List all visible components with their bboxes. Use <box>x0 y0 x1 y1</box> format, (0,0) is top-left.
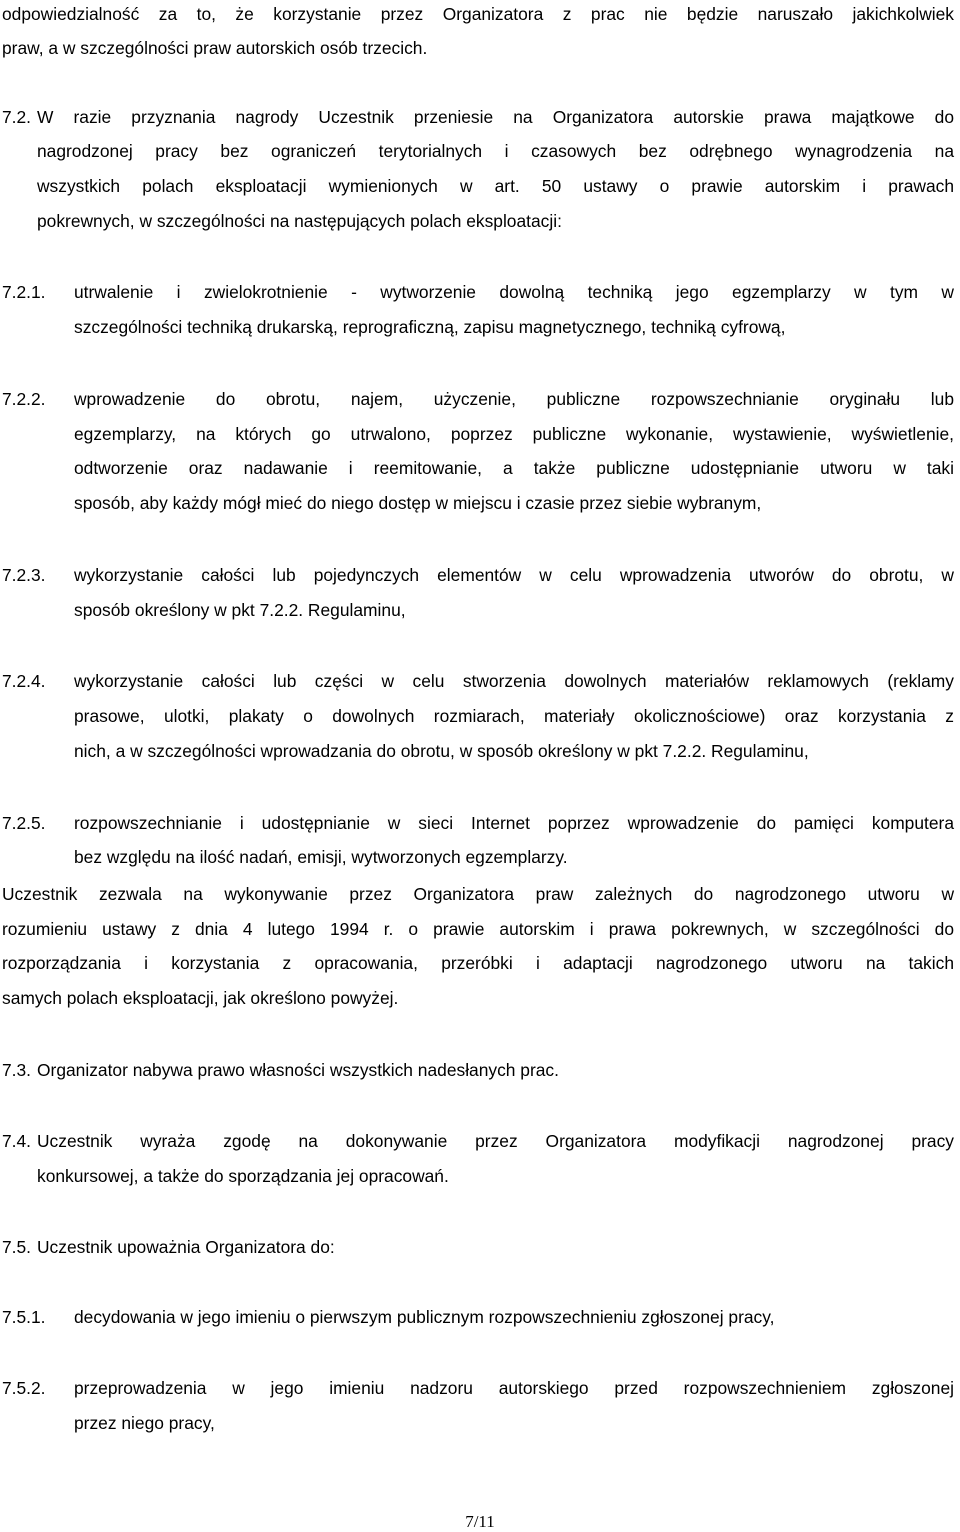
text-line: wykorzystanie całości lub części w celu stworzenia dowolnych materiałów reklamowych (reklamy <box>74 671 954 691</box>
text-line: rozpowszechnianie i udostępnianie w sieci Internet poprzez wprowadzenie do pamięci komputera <box>74 813 954 833</box>
text-line: nagrodzonej pracy bez ograniczeń terytorialnych i czasowych bez odrębnego wynagrodzenia na <box>37 141 954 161</box>
page-number: 7/11 <box>465 1512 495 1531</box>
text-line: szczególności techniką drukarską, reprograficzną, zapisu magnetycznego, techniką cyfrową, <box>74 317 786 337</box>
text-line: przez niego pracy, <box>74 1413 215 1433</box>
text-line: samych polach eksploatacji, jak określono powyżej. <box>2 988 399 1008</box>
text-line: rozporządzania i korzystania z opracowania, przeróbki i adaptacji nagrodzonego utworu na takich <box>2 953 954 973</box>
text-line: Organizator nabywa prawo własności wszystkich nadesłanych prac. <box>37 1060 559 1080</box>
text-line: pokrewnych, w szczególności na następujących polach eksploatacji: <box>37 211 562 231</box>
section-number: 7.2.1. <box>2 282 46 302</box>
text-line: wykorzystanie całości lub pojedynczych elementów w celu wprowadzenia utworów do obrotu, w <box>74 565 954 585</box>
section-number: 7.2. <box>2 107 32 127</box>
text-line: praw, a w szczególności praw autorskich osób trzecich. <box>2 38 428 58</box>
text-line: rozumieniu ustawy z dnia 4 lutego 1994 r. o prawie autorskim i prawa pokrewnych, w szczególności do <box>2 919 954 939</box>
text-line: bez względu na ilość nadań, emisji, wytworzonych egzemplarzy. <box>74 847 568 867</box>
section-number: 7.2.4. <box>2 671 46 691</box>
text-line: odtworzenie oraz nadawanie i reemitowanie, a także publiczne udostępnianie utworu w taki <box>74 458 954 478</box>
text-line: wprowadzenie do obrotu, najem, użyczenie, publiczne rozpowszechnianie oryginału lub <box>74 389 954 409</box>
section-number: 7.5.1. <box>2 1307 46 1327</box>
text-line: przeprowadzenia w jego imieniu nadzoru autorskiego przed rozpowszechnieniem zgłoszonej <box>74 1378 954 1398</box>
text-line: prasowe, ulotki, plakaty o dowolnych rozmiarach, materiały okolicznościowe) oraz korzystania z <box>74 706 954 726</box>
text-line: Uczestnik upoważnia Organizatora do: <box>37 1237 335 1257</box>
section-number: 7.2.3. <box>2 565 46 585</box>
section-number: 7.3. <box>2 1060 32 1080</box>
text-line: sposób określony w pkt 7.2.2. Regulaminu, <box>74 600 406 620</box>
text-line: konkursowej, a także do sporządzania jej opracowań. <box>37 1166 449 1186</box>
text-line: utrwalenie i zwielokrotnienie - wytworzenie dowolną techniką jego egzemplarzy w tym w <box>74 282 954 302</box>
section-number: 7.2.2. <box>2 389 46 409</box>
section-number: 7.2.5. <box>2 813 46 833</box>
text-line: decydowania w jego imieniu o pierwszym publicznym rozpowszechnieniu zgłoszonej pracy, <box>74 1307 775 1327</box>
text-line: wszystkich polach eksploatacji wymienionych w art. 50 ustawy o prawie autorskim i prawach <box>37 176 954 196</box>
text-line: egzemplarzy, na których go utrwalono, poprzez publiczne wykonanie, wystawienie, wyświetlenie, <box>74 424 954 444</box>
text-line: odpowiedzialność za to, że korzystanie przez Organizatora z prac nie będzie naruszało jakichkolwiek <box>2 4 954 24</box>
text-line: sposób, aby każdy mógł mieć do niego dostęp w miejscu i czasie przez siebie wybranym, <box>74 493 762 513</box>
section-number: 7.4. <box>2 1131 32 1151</box>
text-line: Uczestnik zezwala na wykonywanie przez Organizatora praw zależnych do nagrodzonego utworu w <box>2 884 954 904</box>
section-number: 7.5.2. <box>2 1378 46 1398</box>
text-line: Uczestnik wyraża zgodę na dokonywanie przez Organizatora modyfikacji nagrodzonej pracy <box>37 1131 954 1151</box>
section-number: 7.5. <box>2 1237 32 1257</box>
text-line: W razie przyznania nagrody Uczestnik przeniesie na Organizatora autorskie prawa majątkowe do <box>37 107 954 127</box>
text-line: nich, a w szczególności wprowadzania do obrotu, w sposób określony w pkt 7.2.2. Regulaminu, <box>74 741 809 761</box>
